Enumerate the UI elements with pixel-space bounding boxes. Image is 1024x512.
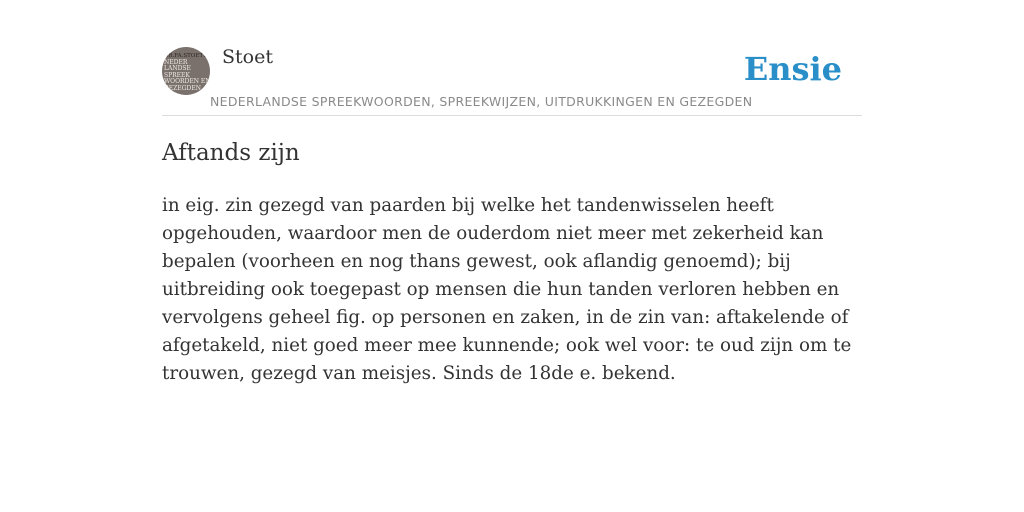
- avatar-line: DR.FA.STOETT: [164, 53, 207, 59]
- entry-definition: in eig. zin gezegd van paarden bij welke het tandenwisselen heeft opgehouden, waardoor men de ouderdom niet meer met zekerheid kan bepalen (voorheen en nog thans gewest, ook aflandig genoemd); bij uitbreiding ook toegepast op mensen die hun tanden verloren hebben en vervolgens geheel fig. op personen en zaken, in de zin van: aftakelende of afgetakeld, niet goed meer mee kunnende; ook wel voor: te oud zijn om te trouwen, gezegd van meisjes. Sinds de 18de e. bekend.: [162, 195, 852, 384]
- page-container: [162, 0, 862, 512]
- header: [162, 0, 862, 116]
- source-avatar[interactable]: [162, 47, 210, 95]
- ensie-logo[interactable]: Ensie: [743, 50, 842, 88]
- source-subtitle[interactable]: NEDERLANDSE SPREEKWOORDEN, SPREEKWIJZEN, UITDRUKKINGEN EN GEZEGDEN: [210, 94, 753, 109]
- entry-title: Aftands zijn: [162, 140, 300, 166]
- avatar-line: GEZEGDEN: [164, 84, 201, 92]
- avatar-line: LANDSE: [164, 65, 191, 72]
- avatar-line: NEDER: [164, 58, 188, 66]
- avatar-line: WOORDEN EN: [164, 78, 210, 85]
- author-name[interactable]: Stoet: [222, 46, 273, 68]
- avatar-line: SPREEK: [164, 71, 190, 79]
